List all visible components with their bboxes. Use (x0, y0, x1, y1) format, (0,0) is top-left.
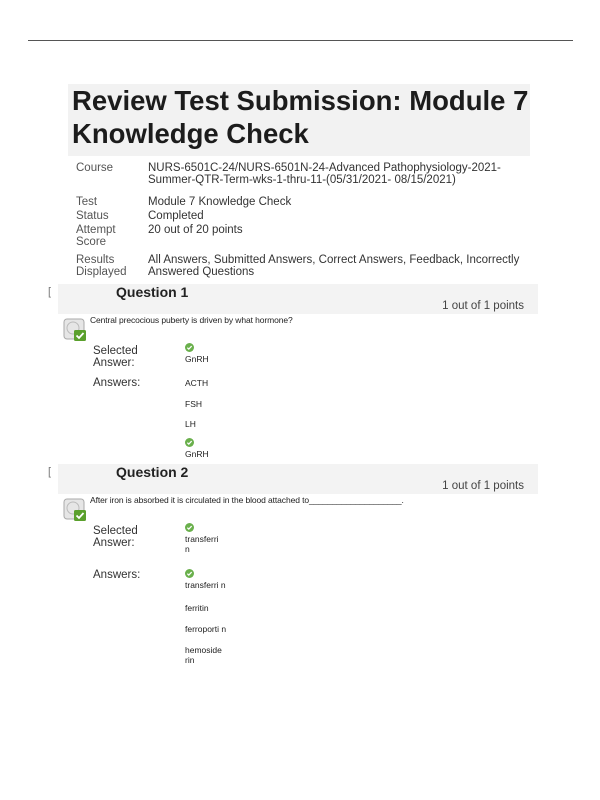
bracket-mark: [ (48, 286, 52, 298)
answer-option-text: transferri n (185, 580, 226, 590)
question-points: 1 out of 1 points (442, 300, 524, 312)
page-title: Review Test Submission: Module 7 Knowledge Check (72, 85, 529, 149)
selected-answer-text: GnRH (185, 354, 209, 364)
info-value: All Answers, Submitted Answers, Correct Answers, Feedback, Incorrectly Answered Questions (148, 254, 520, 278)
answers-label: Answers: (93, 377, 141, 389)
selected-answer-label: Selected Answer: (93, 345, 138, 369)
answer-option-correct (185, 569, 226, 590)
check-circle-icon (185, 343, 194, 352)
answers-label: Answers: (93, 569, 141, 581)
question-title: Question 1 (116, 284, 189, 300)
info-row-status (76, 210, 536, 224)
info-label: Status (76, 210, 109, 222)
correct-check-icon (63, 318, 87, 342)
answer-option: hemoside rin (185, 645, 222, 665)
answer-option: ferroporti n (185, 624, 227, 634)
selected-answer (185, 343, 209, 364)
info-value: Completed (148, 210, 204, 222)
info-value: Module 7 Knowledge Check (148, 196, 292, 208)
question-header (58, 284, 538, 314)
info-row-test (76, 196, 536, 210)
question-header (58, 464, 538, 494)
info-row-score (76, 224, 536, 254)
info-label: Course (76, 162, 114, 174)
info-label: Test (76, 196, 98, 208)
top-rule (28, 40, 573, 41)
check-circle-icon (185, 438, 194, 447)
info-row-results (76, 254, 536, 280)
info-row-course (76, 162, 536, 196)
answer-option: ferritin (185, 603, 209, 613)
selected-answer (185, 523, 219, 554)
correct-check-icon (63, 498, 87, 522)
answer-option: FSH (185, 399, 202, 409)
check-circle-icon (185, 569, 194, 578)
selected-answer-text: transferri n (185, 534, 219, 554)
bracket-mark: [ (48, 466, 52, 478)
answer-option-correct (185, 438, 209, 459)
answer-option-text: GnRH (185, 449, 209, 459)
answer-option: ACTH (185, 378, 209, 388)
info-label: Attempt Score (76, 224, 116, 248)
submission-info (76, 162, 536, 280)
selected-answer-label: Selected Answer: (93, 525, 138, 549)
question-title: Question 2 (116, 464, 189, 480)
info-value: NURS-6501C-24/NURS-6501N-24-Advanced Pathophysiology-2021-Summer-QTR-Term-wks-1-thru-11-(05/31/2021- 08/15/2021) (148, 162, 501, 186)
title-block (68, 84, 530, 156)
info-label: Results Displayed (76, 254, 127, 278)
check-circle-icon (185, 523, 194, 532)
answer-option: LH (185, 419, 196, 429)
question-text: Central precocious puberty is driven by what hormone? (90, 315, 293, 325)
question-text: After iron is absorbed it is circulated in the blood attached to____________________. (90, 495, 404, 505)
info-value: 20 out of 20 points (148, 224, 243, 236)
question-points: 1 out of 1 points (442, 480, 524, 492)
